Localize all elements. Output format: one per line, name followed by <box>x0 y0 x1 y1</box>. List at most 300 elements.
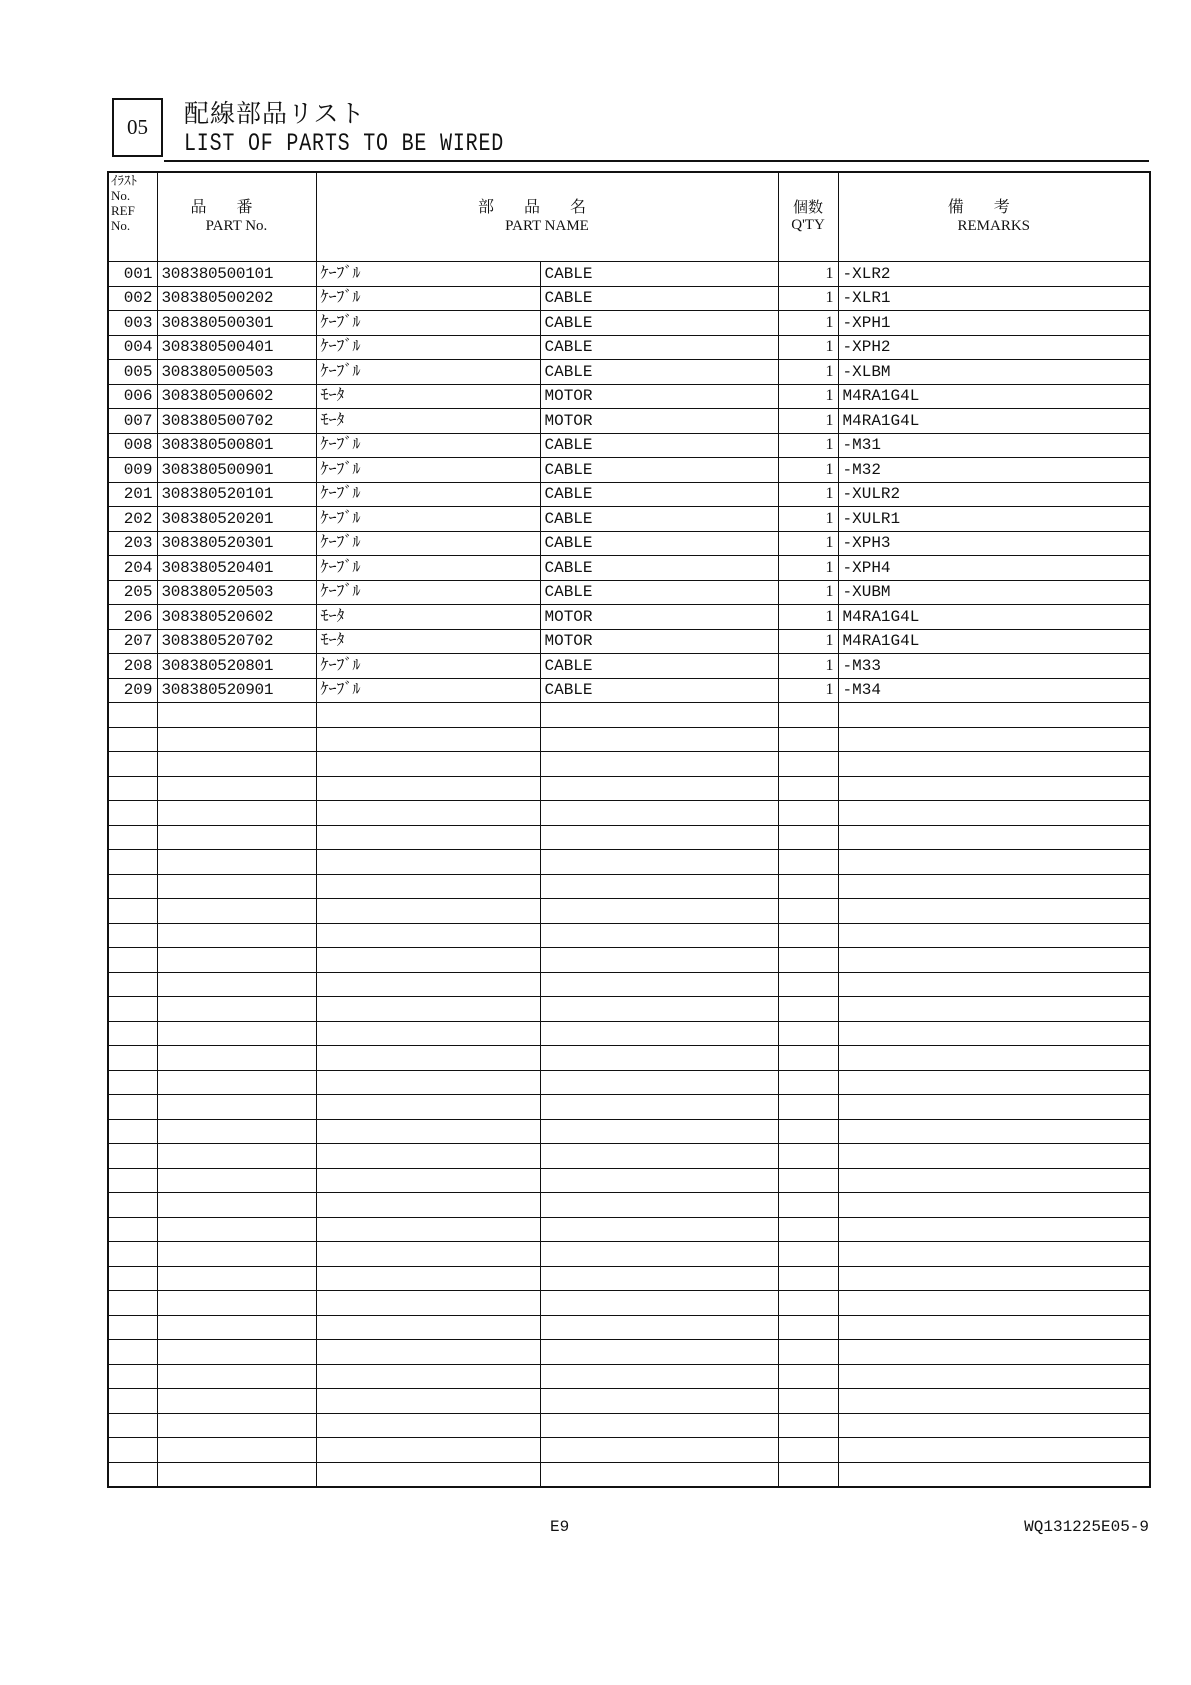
empty-cell <box>157 1095 316 1120</box>
row-ref: 008 <box>108 433 157 458</box>
empty-cell <box>316 874 540 899</box>
title-underline <box>164 160 1149 162</box>
empty-table-row <box>108 1413 1150 1438</box>
empty-cell <box>540 1242 778 1267</box>
row-name-en: CABLE <box>540 286 778 311</box>
section-number-box <box>112 98 163 157</box>
row-remarks: -XUBM <box>838 580 1150 605</box>
row-name-en: CABLE <box>540 507 778 532</box>
table-row <box>108 360 1150 385</box>
empty-cell <box>316 997 540 1022</box>
empty-cell <box>778 948 838 973</box>
row-name-en: CABLE <box>540 360 778 385</box>
empty-cell <box>540 1462 778 1487</box>
row-name-jp: ｹｰﾌﾞﾙ <box>316 531 540 556</box>
table-row <box>108 556 1150 581</box>
empty-cell <box>157 1438 316 1463</box>
empty-cell <box>540 1315 778 1340</box>
row-remarks: -M34 <box>838 678 1150 703</box>
empty-cell <box>108 850 157 875</box>
empty-cell <box>108 972 157 997</box>
empty-cell <box>108 1193 157 1218</box>
empty-cell <box>838 972 1150 997</box>
row-qty: 1 <box>778 409 838 434</box>
row-name-en: CABLE <box>540 580 778 605</box>
empty-cell <box>108 1168 157 1193</box>
row-name-jp: ｹｰﾌﾞﾙ <box>316 433 540 458</box>
empty-cell <box>316 1340 540 1365</box>
empty-cell <box>838 899 1150 924</box>
empty-table-row <box>108 752 1150 777</box>
empty-cell <box>316 972 540 997</box>
empty-cell <box>108 1217 157 1242</box>
empty-cell <box>778 1413 838 1438</box>
row-qty: 1 <box>778 311 838 336</box>
empty-cell <box>157 899 316 924</box>
row-remarks: -XPH2 <box>838 335 1150 360</box>
empty-cell <box>838 1217 1150 1242</box>
row-name-en: CABLE <box>540 531 778 556</box>
row-qty: 1 <box>778 360 838 385</box>
empty-cell <box>838 1242 1150 1267</box>
empty-cell <box>778 1438 838 1463</box>
header-ref-no: ｲﾗｽﾄ No. REF No. <box>108 172 157 262</box>
row-name-jp: ｹｰﾌﾞﾙ <box>316 482 540 507</box>
empty-table-row <box>108 703 1150 728</box>
row-part-no: 308380520101 <box>157 482 316 507</box>
empty-cell <box>838 1144 1150 1169</box>
table-row <box>108 507 1150 532</box>
empty-table-row <box>108 1438 1150 1463</box>
empty-cell <box>108 727 157 752</box>
row-part-no: 308380520901 <box>157 678 316 703</box>
row-name-en: MOTOR <box>540 605 778 630</box>
row-qty: 1 <box>778 482 838 507</box>
row-ref: 007 <box>108 409 157 434</box>
row-part-no: 308380500301 <box>157 311 316 336</box>
empty-table-row <box>108 825 1150 850</box>
empty-cell <box>157 948 316 973</box>
empty-cell <box>838 801 1150 826</box>
empty-table-row <box>108 1144 1150 1169</box>
empty-cell <box>108 874 157 899</box>
title-japanese: 配線部品リスト <box>184 101 366 128</box>
row-qty: 1 <box>778 556 838 581</box>
empty-cell <box>108 923 157 948</box>
row-part-no: 308380520801 <box>157 654 316 679</box>
empty-table-row <box>108 1168 1150 1193</box>
row-name-en: CABLE <box>540 335 778 360</box>
row-part-no: 308380500503 <box>157 360 316 385</box>
row-name-jp: ｹｰﾌﾞﾙ <box>316 580 540 605</box>
empty-cell <box>108 1144 157 1169</box>
empty-cell <box>838 776 1150 801</box>
empty-cell <box>778 874 838 899</box>
row-part-no: 308380520201 <box>157 507 316 532</box>
empty-cell <box>108 1389 157 1414</box>
empty-cell <box>157 801 316 826</box>
row-part-no: 308380500401 <box>157 335 316 360</box>
row-remarks: -M33 <box>838 654 1150 679</box>
row-part-no: 308380520702 <box>157 629 316 654</box>
empty-cell <box>108 1364 157 1389</box>
empty-cell <box>778 727 838 752</box>
table-row <box>108 678 1150 703</box>
empty-cell <box>778 825 838 850</box>
empty-cell <box>157 923 316 948</box>
row-name-jp: ﾓｰﾀ <box>316 384 540 409</box>
empty-cell <box>540 850 778 875</box>
row-qty: 1 <box>778 262 838 287</box>
empty-cell <box>540 727 778 752</box>
row-remarks: -XLR2 <box>838 262 1150 287</box>
empty-table-row <box>108 1119 1150 1144</box>
row-qty: 1 <box>778 507 838 532</box>
empty-cell <box>838 948 1150 973</box>
title-english: LIST OF PARTS TO BE WIRED <box>184 129 505 158</box>
empty-cell <box>316 1144 540 1169</box>
row-name-jp: ｹｰﾌﾞﾙ <box>316 335 540 360</box>
empty-cell <box>838 1070 1150 1095</box>
empty-cell <box>157 1070 316 1095</box>
empty-table-row <box>108 1095 1150 1120</box>
row-name-jp: ﾓｰﾀ <box>316 629 540 654</box>
empty-cell <box>316 752 540 777</box>
parts-table <box>107 171 1151 1488</box>
row-qty: 1 <box>778 654 838 679</box>
empty-cell <box>540 1021 778 1046</box>
empty-cell <box>316 825 540 850</box>
empty-cell <box>108 1021 157 1046</box>
row-qty: 1 <box>778 605 838 630</box>
empty-cell <box>316 1266 540 1291</box>
empty-cell <box>316 776 540 801</box>
empty-cell <box>540 874 778 899</box>
empty-cell <box>540 1217 778 1242</box>
row-name-en: CABLE <box>540 654 778 679</box>
empty-cell <box>108 1119 157 1144</box>
empty-cell <box>108 899 157 924</box>
empty-cell <box>838 1315 1150 1340</box>
empty-cell <box>778 850 838 875</box>
row-name-en: CABLE <box>540 458 778 483</box>
table-row <box>108 580 1150 605</box>
empty-cell <box>838 703 1150 728</box>
empty-cell <box>316 1291 540 1316</box>
table-row <box>108 654 1150 679</box>
row-remarks: -XLR1 <box>838 286 1150 311</box>
empty-cell <box>157 1413 316 1438</box>
row-name-jp: ｹｰﾌﾞﾙ <box>316 458 540 483</box>
empty-table-row <box>108 997 1150 1022</box>
row-name-jp: ﾓｰﾀ <box>316 605 540 630</box>
empty-cell <box>316 1070 540 1095</box>
empty-cell <box>838 1168 1150 1193</box>
row-qty: 1 <box>778 531 838 556</box>
empty-cell <box>778 1070 838 1095</box>
empty-cell <box>316 1242 540 1267</box>
empty-cell <box>540 1266 778 1291</box>
empty-cell <box>778 752 838 777</box>
empty-cell <box>108 1266 157 1291</box>
empty-cell <box>838 997 1150 1022</box>
empty-cell <box>778 1193 838 1218</box>
row-name-jp: ｹｰﾌﾞﾙ <box>316 654 540 679</box>
table-row <box>108 311 1150 336</box>
empty-cell <box>838 727 1150 752</box>
empty-table-row <box>108 776 1150 801</box>
empty-cell <box>540 948 778 973</box>
empty-cell <box>778 1217 838 1242</box>
empty-cell <box>540 801 778 826</box>
empty-cell <box>838 1438 1150 1463</box>
row-part-no: 308380500101 <box>157 262 316 287</box>
table-row <box>108 262 1150 287</box>
table-row <box>108 286 1150 311</box>
row-remarks: -XLBM <box>838 360 1150 385</box>
empty-cell <box>157 1144 316 1169</box>
empty-cell <box>838 874 1150 899</box>
empty-cell <box>778 1168 838 1193</box>
empty-cell <box>157 752 316 777</box>
empty-cell <box>838 1193 1150 1218</box>
empty-cell <box>838 1021 1150 1046</box>
empty-cell <box>838 752 1150 777</box>
section-number: 05 <box>127 115 148 139</box>
empty-table-row <box>108 1046 1150 1071</box>
empty-cell <box>316 1119 540 1144</box>
row-ref: 001 <box>108 262 157 287</box>
empty-cell <box>108 1462 157 1487</box>
empty-cell <box>778 703 838 728</box>
empty-cell <box>778 972 838 997</box>
empty-cell <box>316 1095 540 1120</box>
row-name-en: CABLE <box>540 433 778 458</box>
empty-cell <box>540 972 778 997</box>
empty-cell <box>108 1242 157 1267</box>
empty-cell <box>316 1389 540 1414</box>
empty-cell <box>157 874 316 899</box>
row-name-jp: ｹｰﾌﾞﾙ <box>316 507 540 532</box>
empty-cell <box>316 1364 540 1389</box>
empty-cell <box>157 1340 316 1365</box>
empty-cell <box>778 899 838 924</box>
empty-cell <box>778 1315 838 1340</box>
table-row <box>108 629 1150 654</box>
empty-cell <box>157 1266 316 1291</box>
empty-cell <box>316 727 540 752</box>
empty-cell <box>540 703 778 728</box>
header-qty: 個数 Q'TY <box>778 172 838 262</box>
row-remarks: M4RA1G4L <box>838 629 1150 654</box>
row-remarks: -M31 <box>838 433 1150 458</box>
empty-table-row <box>108 899 1150 924</box>
table-row <box>108 482 1150 507</box>
empty-cell <box>540 1291 778 1316</box>
empty-cell <box>540 825 778 850</box>
header-remarks: 備考 REMARKS <box>838 172 1150 262</box>
row-remarks: -XPH1 <box>838 311 1150 336</box>
empty-cell <box>157 997 316 1022</box>
empty-cell <box>157 1291 316 1316</box>
row-name-jp: ｹｰﾌﾞﾙ <box>316 360 540 385</box>
empty-cell <box>778 1119 838 1144</box>
empty-cell <box>838 1340 1150 1365</box>
row-ref: 206 <box>108 605 157 630</box>
empty-cell <box>157 972 316 997</box>
empty-cell <box>540 1046 778 1071</box>
empty-cell <box>540 752 778 777</box>
empty-cell <box>108 703 157 728</box>
empty-cell <box>540 1070 778 1095</box>
empty-cell <box>838 1413 1150 1438</box>
row-qty: 1 <box>778 678 838 703</box>
row-qty: 1 <box>778 384 838 409</box>
empty-cell <box>316 1438 540 1463</box>
empty-table-row <box>108 1364 1150 1389</box>
empty-cell <box>540 1389 778 1414</box>
empty-cell <box>778 1144 838 1169</box>
empty-cell <box>316 1193 540 1218</box>
empty-cell <box>157 1462 316 1487</box>
row-remarks: M4RA1G4L <box>838 605 1150 630</box>
row-remarks: -XULR2 <box>838 482 1150 507</box>
empty-cell <box>838 1266 1150 1291</box>
document-code: WQ131225E05-9 <box>1024 1518 1149 1536</box>
empty-cell <box>108 801 157 826</box>
empty-cell <box>838 1095 1150 1120</box>
row-ref: 004 <box>108 335 157 360</box>
row-ref: 205 <box>108 580 157 605</box>
empty-cell <box>157 825 316 850</box>
row-ref: 005 <box>108 360 157 385</box>
empty-cell <box>316 703 540 728</box>
row-name-en: MOTOR <box>540 629 778 654</box>
row-part-no: 308380500801 <box>157 433 316 458</box>
row-ref: 203 <box>108 531 157 556</box>
row-name-en: MOTOR <box>540 384 778 409</box>
row-remarks: -XULR1 <box>838 507 1150 532</box>
empty-cell <box>157 1364 316 1389</box>
empty-cell <box>157 1119 316 1144</box>
row-name-jp: ｹｰﾌﾞﾙ <box>316 311 540 336</box>
table-row <box>108 605 1150 630</box>
empty-cell <box>316 850 540 875</box>
empty-cell <box>778 1046 838 1071</box>
empty-table-row <box>108 1242 1150 1267</box>
empty-cell <box>316 923 540 948</box>
empty-cell <box>108 1315 157 1340</box>
row-name-jp: ｹｰﾌﾞﾙ <box>316 262 540 287</box>
row-part-no: 308380500901 <box>157 458 316 483</box>
empty-cell <box>108 1438 157 1463</box>
empty-table-row <box>108 972 1150 997</box>
empty-table-row <box>108 1389 1150 1414</box>
empty-table-row <box>108 1021 1150 1046</box>
row-name-jp: ﾓｰﾀ <box>316 409 540 434</box>
row-name-en: MOTOR <box>540 409 778 434</box>
empty-table-row <box>108 874 1150 899</box>
empty-cell <box>540 1438 778 1463</box>
empty-cell <box>108 1095 157 1120</box>
empty-cell <box>838 825 1150 850</box>
empty-cell <box>540 923 778 948</box>
row-ref: 204 <box>108 556 157 581</box>
empty-cell <box>157 1168 316 1193</box>
empty-cell <box>540 1193 778 1218</box>
empty-cell <box>108 776 157 801</box>
empty-cell <box>316 1046 540 1071</box>
header-part-name: 部品名 PART NAME <box>316 172 778 262</box>
empty-cell <box>316 948 540 973</box>
row-qty: 1 <box>778 580 838 605</box>
row-part-no: 308380520301 <box>157 531 316 556</box>
row-qty: 1 <box>778 433 838 458</box>
empty-cell <box>778 1364 838 1389</box>
empty-cell <box>778 1242 838 1267</box>
empty-cell <box>838 1046 1150 1071</box>
row-name-jp: ｹｰﾌﾞﾙ <box>316 556 540 581</box>
row-remarks: M4RA1G4L <box>838 409 1150 434</box>
empty-cell <box>157 1193 316 1218</box>
row-name-jp: ｹｰﾌﾞﾙ <box>316 678 540 703</box>
empty-cell <box>540 1095 778 1120</box>
empty-cell <box>838 923 1150 948</box>
empty-cell <box>838 1119 1150 1144</box>
empty-cell <box>157 850 316 875</box>
row-remarks: -XPH4 <box>838 556 1150 581</box>
empty-cell <box>316 1021 540 1046</box>
page-number: E9 <box>550 1518 570 1536</box>
empty-cell <box>778 997 838 1022</box>
empty-cell <box>108 1046 157 1071</box>
empty-cell <box>540 1413 778 1438</box>
empty-table-row <box>108 1462 1150 1487</box>
table-row <box>108 531 1150 556</box>
empty-cell <box>157 1021 316 1046</box>
row-qty: 1 <box>778 458 838 483</box>
empty-cell <box>778 1095 838 1120</box>
row-ref: 202 <box>108 507 157 532</box>
row-qty: 1 <box>778 335 838 360</box>
empty-table-row <box>108 850 1150 875</box>
empty-table-row <box>108 1315 1150 1340</box>
table-header <box>108 172 1150 262</box>
row-part-no: 308380520503 <box>157 580 316 605</box>
empty-cell <box>108 752 157 777</box>
empty-table-row <box>108 1070 1150 1095</box>
empty-cell <box>316 1413 540 1438</box>
row-name-en: CABLE <box>540 556 778 581</box>
empty-cell <box>778 1291 838 1316</box>
empty-cell <box>316 1168 540 1193</box>
row-remarks: M4RA1G4L <box>838 384 1150 409</box>
empty-cell <box>778 1021 838 1046</box>
empty-cell <box>540 1340 778 1365</box>
row-part-no: 308380500202 <box>157 286 316 311</box>
row-remarks: -M32 <box>838 458 1150 483</box>
empty-cell <box>108 1291 157 1316</box>
row-name-en: CABLE <box>540 262 778 287</box>
empty-cell <box>540 1168 778 1193</box>
empty-cell <box>838 850 1150 875</box>
row-qty: 1 <box>778 286 838 311</box>
empty-cell <box>157 1217 316 1242</box>
empty-cell <box>838 1462 1150 1487</box>
empty-cell <box>108 997 157 1022</box>
table-row <box>108 409 1150 434</box>
empty-cell <box>778 801 838 826</box>
